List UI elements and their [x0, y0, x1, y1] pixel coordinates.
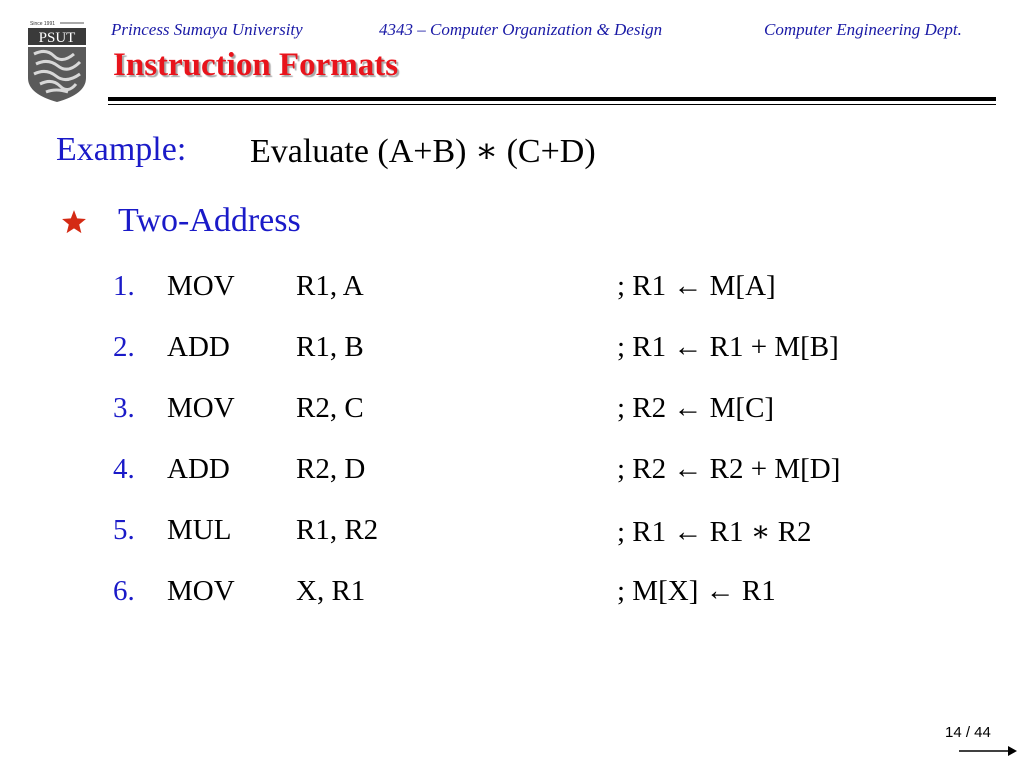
instruction-operands: X, R1 — [296, 575, 366, 607]
instruction-opcode: MOV — [167, 575, 235, 607]
instruction-operands: R1, R2 — [296, 514, 379, 546]
instruction-row — [0, 514, 1024, 554]
instruction-comment: ; R1 ← M[A] — [617, 270, 776, 302]
university-seal-icon — [26, 18, 88, 104]
page-number: 14 / 44 — [945, 724, 991, 741]
instruction-opcode: ADD — [167, 331, 230, 363]
instruction-operands: R2, C — [296, 392, 364, 424]
instruction-comment: ; R1 ← R1 + M[B] — [617, 331, 839, 363]
header-university: Princess Sumaya University — [111, 20, 303, 39]
example-expression: Evaluate (A+B) ∗ (C+D) — [250, 133, 596, 170]
logo-tagline: Since 1991 — [30, 21, 56, 27]
instruction-row — [0, 270, 1024, 310]
instruction-row — [0, 392, 1024, 432]
instruction-number: 5. — [113, 514, 135, 546]
instruction-row — [0, 331, 1024, 371]
header-department: Computer Engineering Dept. — [764, 20, 962, 39]
header-course: 4343 – Computer Organization & Design — [379, 20, 663, 39]
instruction-row — [0, 453, 1024, 493]
instruction-number: 4. — [113, 453, 135, 485]
instruction-operands: R2, D — [296, 453, 366, 485]
slide-title: Instruction Formats — [113, 47, 399, 83]
instruction-number: 2. — [113, 331, 135, 363]
instruction-opcode: ADD — [167, 453, 230, 485]
instruction-comment: ; R2 ← M[C] — [617, 392, 775, 424]
instruction-comment: ; M[X] ← R1 — [617, 575, 776, 607]
instruction-operands: R1, B — [296, 331, 364, 363]
instruction-number: 1. — [113, 270, 135, 302]
subheading-two-address: Two-Address — [118, 202, 301, 239]
logo-text: PSUT — [38, 30, 76, 46]
instruction-number: 6. — [113, 575, 135, 607]
instruction-opcode: MOV — [167, 270, 235, 302]
instruction-comment: ; R1 ← R1 ∗ R2 — [617, 516, 812, 548]
instruction-opcode: MUL — [167, 514, 232, 546]
star-bullet-icon — [61, 209, 87, 235]
instruction-comment: ; R2 ← R2 + M[D] — [617, 453, 841, 485]
instruction-number: 3. — [113, 392, 135, 424]
example-label: Example: — [56, 131, 187, 168]
next-slide-arrow-icon[interactable] — [958, 744, 1018, 758]
instruction-operands: R1, A — [296, 270, 364, 302]
instruction-row — [0, 575, 1024, 615]
instruction-opcode: MOV — [167, 392, 235, 424]
title-rule-thin — [108, 104, 996, 105]
title-rule-thick — [108, 97, 996, 101]
